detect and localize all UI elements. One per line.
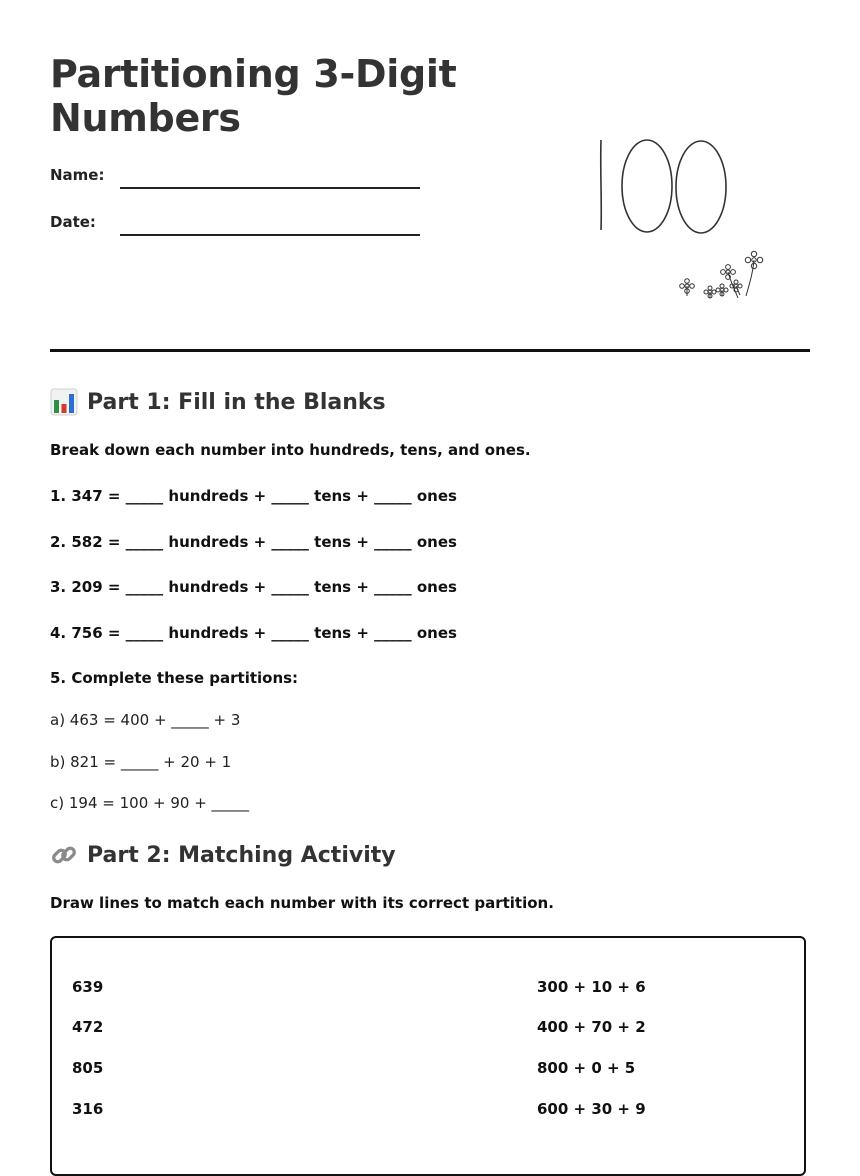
question-5b: b) 821 = _____ + 20 + 1 bbox=[50, 753, 232, 771]
match-number-2[interactable]: 472 bbox=[72, 1018, 104, 1036]
match-number-3[interactable]: 805 bbox=[72, 1059, 104, 1077]
page-title bbox=[50, 52, 490, 140]
date-field[interactable] bbox=[120, 234, 420, 236]
question-2: 2. 582 = _____ hundreds + _____ tens + _____ ones bbox=[50, 533, 457, 551]
part-1-instruction: Break down each number into hundreds, tens, and ones. bbox=[50, 441, 531, 459]
match-partition-2[interactable]: 400 + 70 + 2 bbox=[537, 1018, 646, 1036]
part-1-title bbox=[50, 388, 386, 416]
date-label: Date: bbox=[50, 213, 96, 231]
question-3: 3. 209 = _____ hundreds + _____ tens + _____ ones bbox=[50, 578, 457, 596]
hundred-illustration bbox=[520, 50, 810, 310]
name-label: Name: bbox=[50, 166, 105, 184]
match-partition-4[interactable]: 600 + 30 + 9 bbox=[537, 1100, 646, 1118]
match-partition-1[interactable]: 300 + 10 + 6 bbox=[537, 978, 646, 996]
header-divider bbox=[50, 349, 810, 352]
question-5c: c) 194 = 100 + 90 + _____ bbox=[50, 794, 250, 812]
question-5a: a) 463 = 400 + _____ + 3 bbox=[50, 711, 241, 729]
part-2-title bbox=[50, 841, 396, 869]
bar-chart-icon bbox=[50, 388, 78, 416]
match-number-1[interactable]: 639 bbox=[72, 978, 104, 996]
link-icon bbox=[50, 841, 78, 869]
question-4: 4. 756 = _____ hundreds + _____ tens + _____ ones bbox=[50, 624, 457, 642]
part-1-title-text: Part 1: Fill in the Blanks bbox=[87, 389, 386, 415]
title-line-1: Partitioning 3-Digit bbox=[50, 52, 457, 96]
name-field[interactable] bbox=[120, 187, 420, 189]
match-number-4[interactable]: 316 bbox=[72, 1100, 104, 1118]
matching-box bbox=[50, 936, 806, 1176]
flowers-illustration-icon bbox=[520, 50, 810, 310]
question-5-heading: 5. Complete these partitions: bbox=[50, 669, 299, 687]
part-2-instruction: Draw lines to match each number with its correct partition. bbox=[50, 894, 554, 912]
title-line-2: Numbers bbox=[50, 96, 241, 140]
part-2-title-text: Part 2: Matching Activity bbox=[87, 842, 396, 868]
match-partition-3[interactable]: 800 + 0 + 5 bbox=[537, 1059, 636, 1077]
question-1: 1. 347 = _____ hundreds + _____ tens + _____ ones bbox=[50, 487, 457, 505]
